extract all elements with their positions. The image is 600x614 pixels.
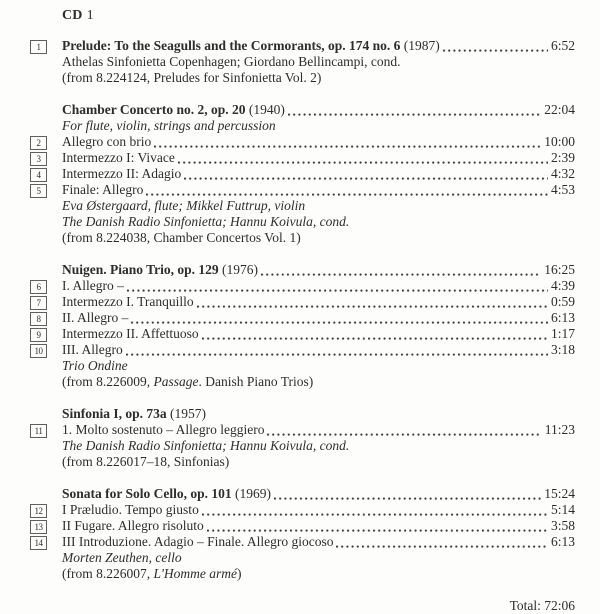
line-text: Allegro con brio — [62, 134, 152, 149]
line-text: II. Allegro – — [62, 310, 129, 325]
line-text: Prelude: To the Seagulls and the Cormorants, op. 174 no. 6 (1987) — [62, 38, 440, 53]
line-text: 1. Molto sostenuto – Allegro leggiero — [62, 422, 265, 437]
line-text: (from 8.226007, L'Homme armé) — [62, 566, 242, 581]
duration: 11:23 — [544, 422, 575, 437]
text-row — [30, 358, 575, 374]
duration: 2:39 — [550, 150, 575, 165]
dot-leader — [154, 144, 541, 148]
track-number-box: 13 — [30, 520, 47, 534]
track-row — [30, 310, 575, 326]
duration: 22:04 — [544, 102, 575, 117]
line-text: Trio Ondine — [62, 358, 128, 373]
duration: 4:53 — [550, 182, 575, 197]
track-row — [30, 294, 575, 310]
dot-leader — [131, 320, 548, 324]
track-row — [30, 166, 575, 182]
text-row — [30, 550, 575, 566]
track-row — [30, 38, 575, 54]
track-number-box: 8 — [30, 312, 47, 326]
track-row — [30, 150, 575, 166]
track-number-box: 9 — [30, 328, 47, 342]
work-section — [30, 102, 575, 246]
total-row — [30, 598, 575, 614]
line-text: I Præludio. Tempo giusto — [62, 502, 199, 517]
dot-leader — [207, 528, 548, 532]
track-number-box: 12 — [30, 504, 47, 518]
line-text: Intermezzo I: Vivace — [62, 150, 175, 165]
duration: 0:59 — [550, 294, 575, 309]
line-text: III Introduzione. Adagio – Finale. Allegro giocoso — [62, 534, 334, 549]
line-text: Sinfonia I, op. 73a (1957) — [62, 406, 207, 421]
duration: 5:14 — [550, 502, 575, 517]
line-text: Athelas Sinfonietta Copenhagen; Giordano Bellincampi, cond. — [62, 54, 401, 69]
duration: 3:18 — [550, 342, 575, 357]
work-section — [30, 262, 575, 390]
line-text: Chamber Concerto no. 2, op. 20 (1940) — [62, 102, 285, 117]
duration: 4:39 — [550, 278, 575, 293]
text-row — [30, 70, 575, 86]
text-row — [30, 198, 575, 214]
text-row — [30, 262, 575, 278]
cd-label: CD — [62, 8, 83, 23]
total-duration: Total: 72:06 — [509, 598, 575, 613]
dot-leader — [197, 304, 548, 308]
line-text: Sonata for Solo Cello, op. 101 (1969) — [62, 486, 272, 501]
track-row — [30, 278, 575, 294]
dot-leader — [267, 432, 541, 436]
line-text: (from 8.224038, Chamber Concertos Vol. 1) — [62, 230, 301, 245]
duration: 1:17 — [550, 326, 575, 341]
track-row — [30, 134, 575, 150]
duration: 16:25 — [544, 262, 575, 277]
track-number-box: 7 — [30, 296, 47, 310]
text-row — [30, 438, 575, 454]
dot-leader — [127, 288, 548, 292]
dot-leader — [178, 160, 548, 164]
line-text: Intermezzo II: Adagio — [62, 166, 182, 181]
duration: 10:00 — [544, 134, 575, 149]
cd-number: 1 — [86, 8, 94, 23]
track-number-box: 2 — [30, 136, 47, 150]
track-number-box: 14 — [30, 536, 47, 550]
text-row — [30, 118, 575, 134]
track-row — [30, 518, 575, 534]
dot-leader — [288, 112, 541, 116]
dot-leader — [274, 496, 541, 500]
text-row — [30, 566, 575, 582]
text-row — [30, 102, 575, 118]
line-text: III. Allegro — [62, 342, 123, 357]
track-number-box: 1 — [30, 40, 47, 54]
track-row — [30, 534, 575, 550]
track-row — [30, 422, 575, 438]
line-text: For flute, violin, strings and percussion — [62, 118, 276, 133]
duration: 6:13 — [550, 310, 575, 325]
line-text: (from 8.226009, Passage. Danish Piano Trios) — [62, 374, 314, 389]
line-text: Finale: Allegro — [62, 182, 144, 197]
line-text: I. Allegro – — [62, 278, 124, 293]
work-section — [30, 406, 575, 470]
line-text: The Danish Radio Sinfonietta; Hannu Koivula, cond. — [62, 214, 350, 229]
track-row — [30, 326, 575, 342]
text-row — [30, 230, 575, 246]
cd-header — [30, 8, 575, 24]
track-number-box: 10 — [30, 344, 47, 358]
track-number-box: 11 — [30, 424, 47, 438]
track-number-box: 6 — [30, 280, 47, 294]
line-text: Nuigen. Piano Trio, op. 129 (1976) — [62, 262, 259, 277]
text-row — [30, 486, 575, 502]
track-number-box: 3 — [30, 152, 47, 166]
duration: 6:13 — [550, 534, 575, 549]
line-text: Eva Østergaard, flute; Mikkel Futtrup, violin — [62, 198, 306, 213]
line-text: The Danish Radio Sinfonietta; Hannu Koivula, cond. — [62, 438, 350, 453]
duration: 3:58 — [550, 518, 575, 533]
text-row — [30, 454, 575, 470]
duration: 4:32 — [550, 166, 575, 181]
track-list — [30, 38, 575, 582]
duration: 15:24 — [544, 486, 575, 501]
track-number-box: 5 — [30, 184, 47, 198]
line-text: Intermezzo II. Affettuoso — [62, 326, 199, 341]
dot-leader — [184, 176, 548, 180]
text-row — [30, 214, 575, 230]
text-row — [30, 54, 575, 70]
line-text: Morten Zeuthen, cello — [62, 550, 182, 565]
dot-leader — [443, 48, 548, 52]
track-row — [30, 182, 575, 198]
dot-leader — [202, 336, 548, 340]
track-row — [30, 502, 575, 518]
text-row — [30, 374, 575, 390]
line-text: Intermezzo I. Tranquillo — [62, 294, 194, 309]
line-text: (from 8.226017–18, Sinfonias) — [62, 454, 230, 469]
text-row — [30, 406, 575, 422]
line-text: (from 8.224124, Preludes for Sinfonietta Vol. 2) — [62, 70, 322, 85]
track-number-box: 4 — [30, 168, 47, 182]
dot-leader — [336, 544, 548, 548]
duration: 6:52 — [550, 38, 575, 53]
work-section — [30, 38, 575, 86]
track-row — [30, 342, 575, 358]
dot-leader — [261, 272, 541, 276]
dot-leader — [146, 192, 548, 196]
dot-leader — [202, 512, 548, 516]
dot-leader — [126, 352, 548, 356]
work-section — [30, 486, 575, 582]
line-text: II Fugare. Allegro risoluto — [62, 518, 204, 533]
